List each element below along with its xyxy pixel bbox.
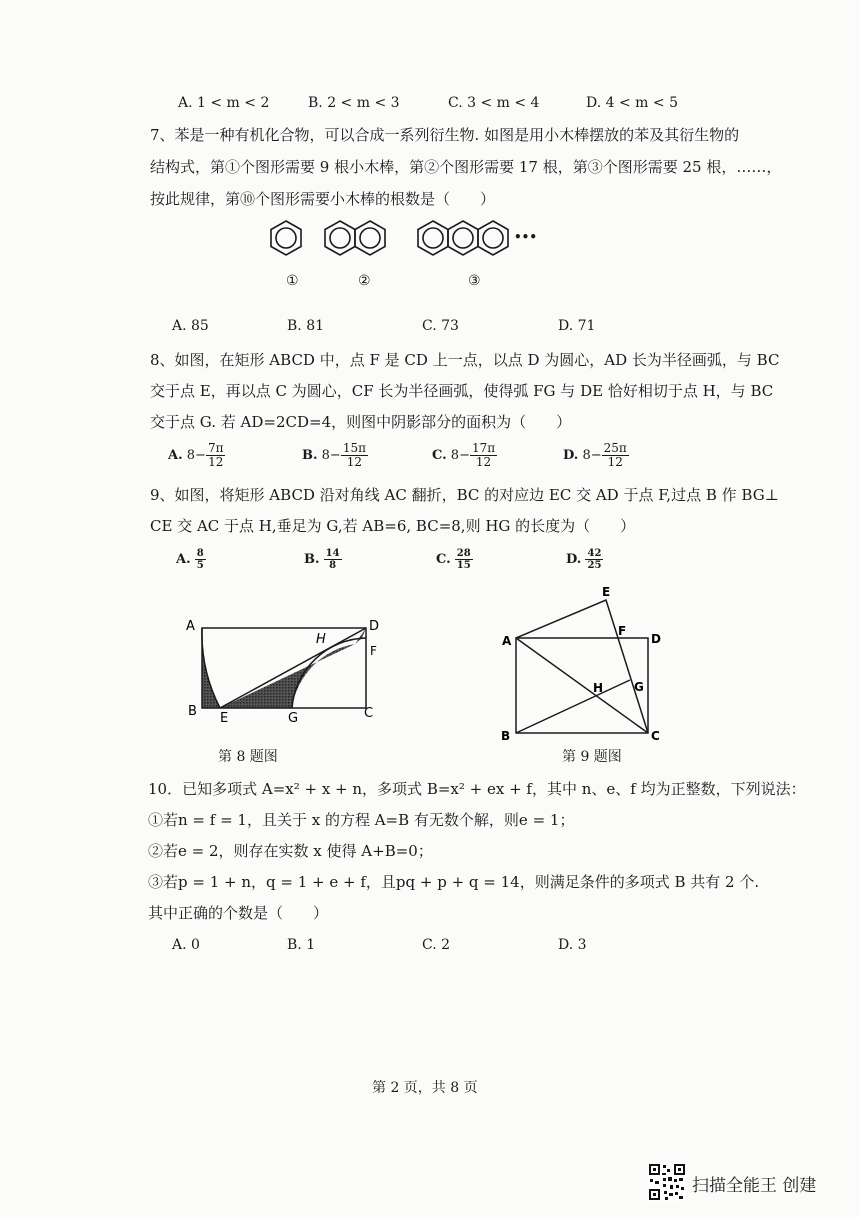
q8-shaded-middle	[220, 644, 355, 708]
q8-option-a: A. 8− $\frac{7\pi}{12}$	[168, 441, 224, 469]
q9-point-c: C	[651, 729, 660, 743]
q9-point-b: B	[501, 729, 511, 743]
q9-figure-caption: 第 9 题图	[562, 749, 622, 765]
q8-option-d: D. 8− $\frac{25\pi}{12}$	[563, 441, 627, 469]
q8-option-b: B. 8− $\frac{15\pi}{12}$	[302, 441, 366, 469]
q8-arc-fg	[292, 638, 366, 708]
q6-option-d: D. 4 < m < 5	[586, 95, 678, 111]
q9-point-e: E	[602, 585, 611, 599]
q8-point-c: C	[364, 706, 374, 721]
q8-point-b: B	[188, 704, 197, 719]
q9-line-bg	[516, 680, 630, 733]
q8-line-1: 8、如图，在矩形 ABCD 中，点 F 是 CD 上一点，以点 D 为圆心，AD 长为半径画弧，与 BC	[150, 351, 780, 369]
q10-option-c: C. 2	[422, 937, 451, 953]
q8-point-a: A	[186, 619, 195, 634]
q7-option-b: B. 81	[287, 318, 325, 334]
q7-fig-label-1: ①	[286, 273, 299, 289]
q8-line-2: 交于点 E，再以点 C 为圆心，CF 长为半径画弧，使得弧 FG 与 DE 恰好相切于点 H，与 BC	[150, 382, 774, 400]
q10-option-d: D. 3	[558, 937, 587, 953]
q10-line-4: ③若p = 1 + n，q = 1 + e + f，且pq + p + q = 14，则满足条件的多项式 B 共有 2 个.	[148, 873, 760, 891]
q9-folded-triangle	[516, 600, 648, 733]
page-number: 第 2 页，共 8 页	[372, 1080, 478, 1096]
q6-option-c: C. 3 < m < 4	[448, 95, 540, 111]
watermark-text: 扫描全能王 创建	[692, 1176, 817, 1196]
q7-fig-label-3: ③	[468, 273, 481, 289]
q8-figure	[180, 612, 420, 732]
q6-option-a: A. 1 < m < 2	[178, 95, 270, 111]
q9-point-g: G	[634, 680, 644, 694]
q9-point-d: D	[651, 632, 661, 646]
q9-option-a: A. $\frac{8}{5}$	[176, 548, 204, 571]
q7-line-2: 结构式，第①个图形需要 9 根小木棒，第②个图形需要 17 根，第③个图形需要 25 根，……，	[150, 158, 782, 176]
q9-option-c: C. $\frac{28}{15}$	[436, 548, 471, 571]
q7-benzene-figure	[265, 210, 565, 290]
q8-point-e: E	[220, 711, 229, 726]
q6-option-b: B. 2 < m < 3	[308, 95, 400, 111]
q8-line-3: 交于点 G. 若 AD=2CD=4，则图中阴影部分的面积为（ ）	[150, 413, 572, 431]
q9-point-f: F	[618, 624, 627, 638]
q8-point-d: D	[369, 619, 380, 634]
q10-option-b: B. 1	[287, 937, 316, 953]
q8-figure-caption: 第 8 题图	[218, 749, 278, 765]
q10-line-5: 其中正确的个数是（ ）	[148, 904, 329, 922]
q7-fig-label-2: ②	[358, 273, 371, 289]
qr-code-icon	[648, 1163, 686, 1201]
q8-point-h: H	[316, 632, 326, 647]
q7-option-d: D. 71	[558, 318, 596, 334]
q8-point-f: F	[370, 644, 377, 658]
q9-line-2: CE 交 AC 于点 H,垂足为 G,若 AB=6, BC=8,则 HG 的长度为（ ）	[150, 517, 636, 535]
q8-point-g: G	[288, 711, 299, 726]
q7-option-a: A. 85	[172, 318, 209, 334]
q10-line-2: ①若n = f = 1，且关于 x 的方程 A=B 有无数个解，则e = 1；	[148, 811, 575, 829]
q9-option-b: B. $\frac{14}{8}$	[304, 548, 340, 571]
q9-diagonal-ac	[516, 638, 648, 733]
q8-shaded-left	[202, 628, 220, 708]
q8-option-c: C. 8− $\frac{17\pi}{12}$	[432, 441, 496, 469]
q9-line-1: 9、如图，将矩形 ABCD 沿对角线 AC 翻折，BC 的对应边 EC 交 AD 于点 F,过点 B 作 BG⊥	[150, 486, 779, 504]
q7-line-3: 按此规律，第⑩个图形需要小木棒的根数是（ ）	[150, 190, 496, 208]
q9-point-h: H	[593, 681, 604, 695]
q9-option-d: D. $\frac{42}{25}$	[566, 548, 602, 571]
q7-ellipsis: •••	[514, 230, 538, 244]
q7-line-1: 7、苯是一种有机化合物，可以合成一系列衍生物. 如图是用小木棒摆放的苯及其衍生物的	[150, 126, 740, 144]
q9-point-a: A	[502, 634, 512, 648]
q7-option-c: C. 73	[422, 318, 459, 334]
q9-figure	[498, 585, 698, 748]
q10-option-a: A. 0	[172, 937, 200, 953]
q10-line-1: 10．已知多项式 A=x² + x + n，多项式 B=x² + ex + f，其中 n、e、f 均为正整数，下列说法：	[148, 780, 806, 798]
q10-line-3: ②若e = 2，则存在实数 x 使得 A+B=0；	[148, 842, 433, 860]
